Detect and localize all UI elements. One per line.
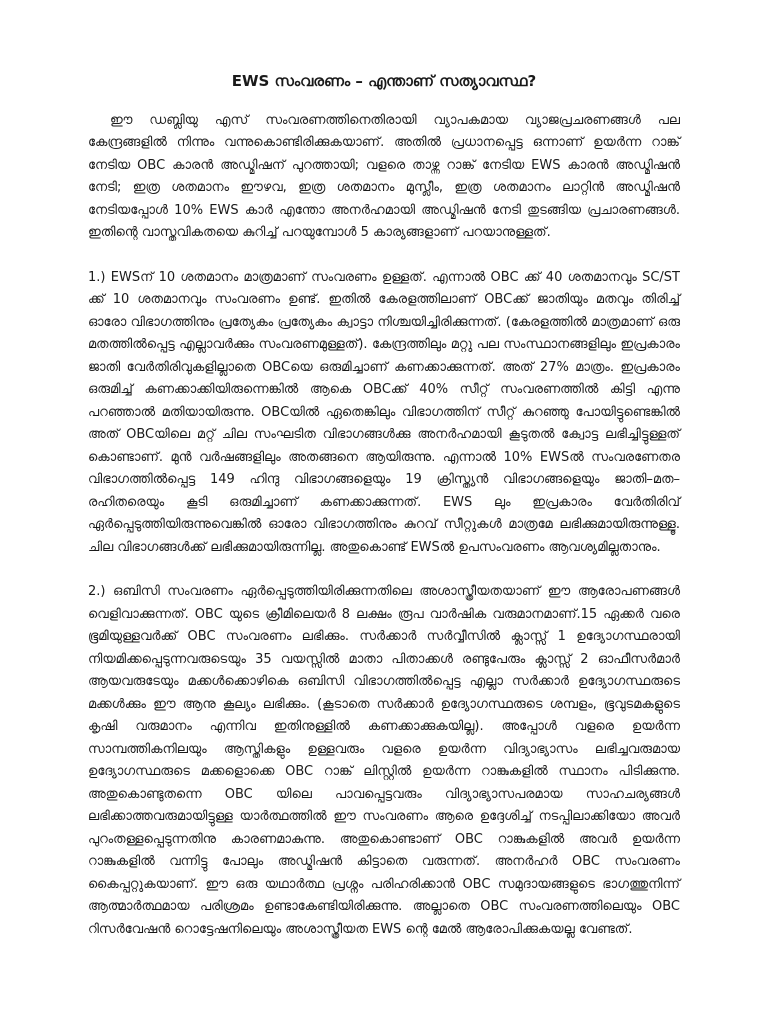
- document-title: EWS സംവരണം – എന്താണ് സത്യാവസ്ഥ?: [231, 72, 537, 90]
- point-2-paragraph: 2.) ഒബിസി സംവരണം ഏർപ്പെടുത്തിയിരിക്കുന്നതിലെ അശാസ്ത്രീയതയാണ് ഈ ആരോപണങ്ങൾ വെളിവാക്കുന്നത്. OBC യുടെ ക്രീമിലെയർ 8 ലക്ഷം രൂപ വാർഷിക വരുമാനമാണ്.15 ഏക്കർ വരെ ഭൂമിയുള്ളവർക്ക് OBC സംവരണം ലഭിക്കും. സർക്കാർ സർവ്വീസിൽ ക്ലാസ്സ് 1 ഉദ്യോഗസ്ഥരായി നിയമിക്കപ്പെടുന്നവരുടെയും 35 വയസ്സിൽ മാതാ പിതാക്കൾ രണ്ടുപേരും ക്ലാസ്സ് 2 ഓഫീസർമാർ ആയവരുടേയും മക്കൾക്കൊഴികെ ഒബിസി വിഭാഗത്തിൽപ്പെട്ട എല്ലാ സർക്കാർ ഉദ്യോഗസ്ഥരുടെ മക്കൾക്കും ഈ ആനു കൂല്യം ലഭിക്കും. (കൂടാതെ സർക്കാർ ഉദ്യോഗസ്ഥരുടെ ശമ്പളം, ഭൂവുടമകളുടെ കൃഷി വരുമാനം എന്നിവ ഇതിനുള്ളിൽ കണക്കാക്കുകയില്ല). അപ്പോൾ വളരെ ഉയർന്ന സാമ്പത്തികനിലയും ആസ്തികളും ഉള്ളവരും വളരെ ഉയർന്ന വിദ്യാഭ്യാസം ലഭിച്ചവരുമായ ഉദ്യോഗസ്ഥരുടെ മക്കളൊക്കെ OBC റാങ്ക് ലിസ്റ്റിൽ ഉയർന്ന റാങ്കുകളിൽ സ്ഥാനം പിടിക്കുന്നു. അതുകൊണ്ടുതന്നെ OBC യിലെ പാവപ്പെട്ടവരും വിദ്യാഭ്യാസപരമായ സാഹചര്യങ്ങൾ ലഭിക്കാത്തവരുമായിട്ടുള്ള യാർത്ഥത്തിൽ ഈ സംവരണം ആരെ ഉദ്ദേശിച്ച് നടപ്പിലാക്കിയോ അവർ പുറംതള്ളപ്പെടുന്നതിനു കാരണമാകുന്നു. അതുകൊണ്ടാണ് OBC റാങ്കുകളിൽ അവർ ഉയർന്ന റാങ്കുകളിൽ വന്നിട്ടു പോലും അഡ്മിഷൻ കിട്ടാതെ വരുന്നത്. അനർഹർ OBC സംവരണം കൈപ്പറ്റുകയാണ്. ഈ ഒരു യഥാർത്ഥ പ്രശ്നം പരിഹരിക്കാൻ OBC സമുദായങ്ങളുടെ ഭാഗത്തുനിന്ന് ആത്മാർത്ഥമായ പരിശ്രമം ഉണ്ടാകേണ്ടിയിരിക്കുന്നു. അല്ലാതെ OBC സംവരണത്തിലെയും OBC റിസർവേഷൻ റൊട്ടേഷനിലെയും അശാസ്ത്രീയത EWS ന്റെ മേൽ ആരോപിക്കുകയല്ല വേണ്ടത്.: [88, 584, 680, 937]
- intro-paragraph: ഈ ഡബ്ലിയു എസ് സംവരണത്തിനെതിരായി വ്യാപകമായ വ്യാജപ്രചരണങ്ങൾ പല കേന്ദ്രങ്ങളിൽ നിന്നും വന്നുകൊണ്ടിരിക്കുകയാണ്. അതിൽ പ്രധാനപ്പെട്ട ഒന്നാണ് ഉയർന്ന റാങ്ക് നേടിയ OBC കാരൻ അഡ്മിഷന് പുറത്തായി; വളരെ താഴ്ന്ന റാങ്ക് നേടിയ EWS കാരൻ അഡ്മിഷൻ നേടി; ഇത്ര ശതമാനം ഈഴവ, ഇത്ര ശതമാനം മുസ്ലീം, ഇത്ര ശതമാനം ലാറ്റിൻ അഡ്മിഷൻ നേടിയപ്പോൾ 10% EWS കാർ എന്തോ അനർഹമായി അഡ്മിഷൻ നേടി തുടങ്ങിയ പ്രചാരണങ്ങൾ. ഇതിന്റെ വാസ്തവികതയെ കുറിച്ച് പറയുമ്പോൾ 5 കാര്യങ്ങളാണ് പറയാനുള്ളത്.: [88, 112, 680, 240]
- point-1-paragraph: 1.) EWSന് 10 ശതമാനം മാത്രമാണ് സംവരണം ഉള്ളത്. എന്നാൽ OBC ക്ക് 40 ശതമാനവും SC/ST ക്ക് 10 ശതമാനവും സംവരണം ഉണ്ട്. ഇതിൽ കേരളത്തിലാണ് OBCക്ക് ജാതിയും മതവും തിരിച്ച് ഓരോ വിഭാഗത്തിനും പ്രത്യേകം പ്രത്യേകം ക്വാട്ടാ നിശ്ചയിച്ചിരിക്കുന്നത്. (കേരളത്തിൽ മാത്രമാണ് ഒരു മതത്തിൽപ്പെട്ട എല്ലാവർക്കും സംവരണമുള്ളത്). കേന്ദ്രത്തിലും മറ്റു പല സംസ്ഥാനങ്ങളിലും ഇപ്രകാരം ജാതി വേർതിരിവുകളില്ലാതെ OBCയെ ഒരുമിച്ചാണ് കണക്കാക്കുന്നത്. അത് 27% മാത്രം. ഇപ്രകാരം ഒരുമിച്ച് കണക്കാക്കിയിരുന്നെങ്കിൽ ആകെ OBCക്ക് 40% സീറ്റ് സംവരണത്തിൽ കിട്ടി എന്നു പറഞ്ഞാൽ മതിയായിരുന്നു. OBCയിൽ ഏതെങ്കിലും വിഭാഗത്തിന് സീറ്റ് കുറഞ്ഞു പോയിട്ടുണ്ടെങ്കിൽ അത് OBCയിലെ മറ്റ് ചില സംഘടിത വിഭാഗങ്ങൾക്കു അനർഹമായി കൂടുതൽ ക്വോട്ട ലഭിച്ചിട്ടുള്ളത് കൊണ്ടാണ്. മുൻ വർഷങ്ങളിലും അതങ്ങനെ ആയിരുന്നു. എന്നാൽ 10% EWSൽ സംവരണേതര വിഭാഗത്തിൽപ്പെട്ട 149 ഹിന്ദു വിഭാഗങ്ങളെയും 19 ക്രിസ്ത്യൻ വിഭാഗങ്ങളെയും ജാതി–മത–രഹിതരെയും കൂടി ഒരുമിച്ചാണ് കണക്കാക്കുന്നത്. EWS ലും ഇപ്രകാരം വേർതിരിവ് ഏർപ്പെടുത്തിയിരുന്നുവെങ്കിൽ ഓരോ വിഭാഗത്തിനും കുറവ് സീറ്റുകൾ മാത്രമേ ലഭിക്കുമായിരുന്നുള്ളൂ. ചില വിഭാഗങ്ങൾക്ക് ലഭിക്കുമായിരുന്നില്ല. അതുകൊണ്ട് EWSൽ ഉപസംവരണം ആവശ്യമില്ലതാനും.: [88, 269, 680, 555]
